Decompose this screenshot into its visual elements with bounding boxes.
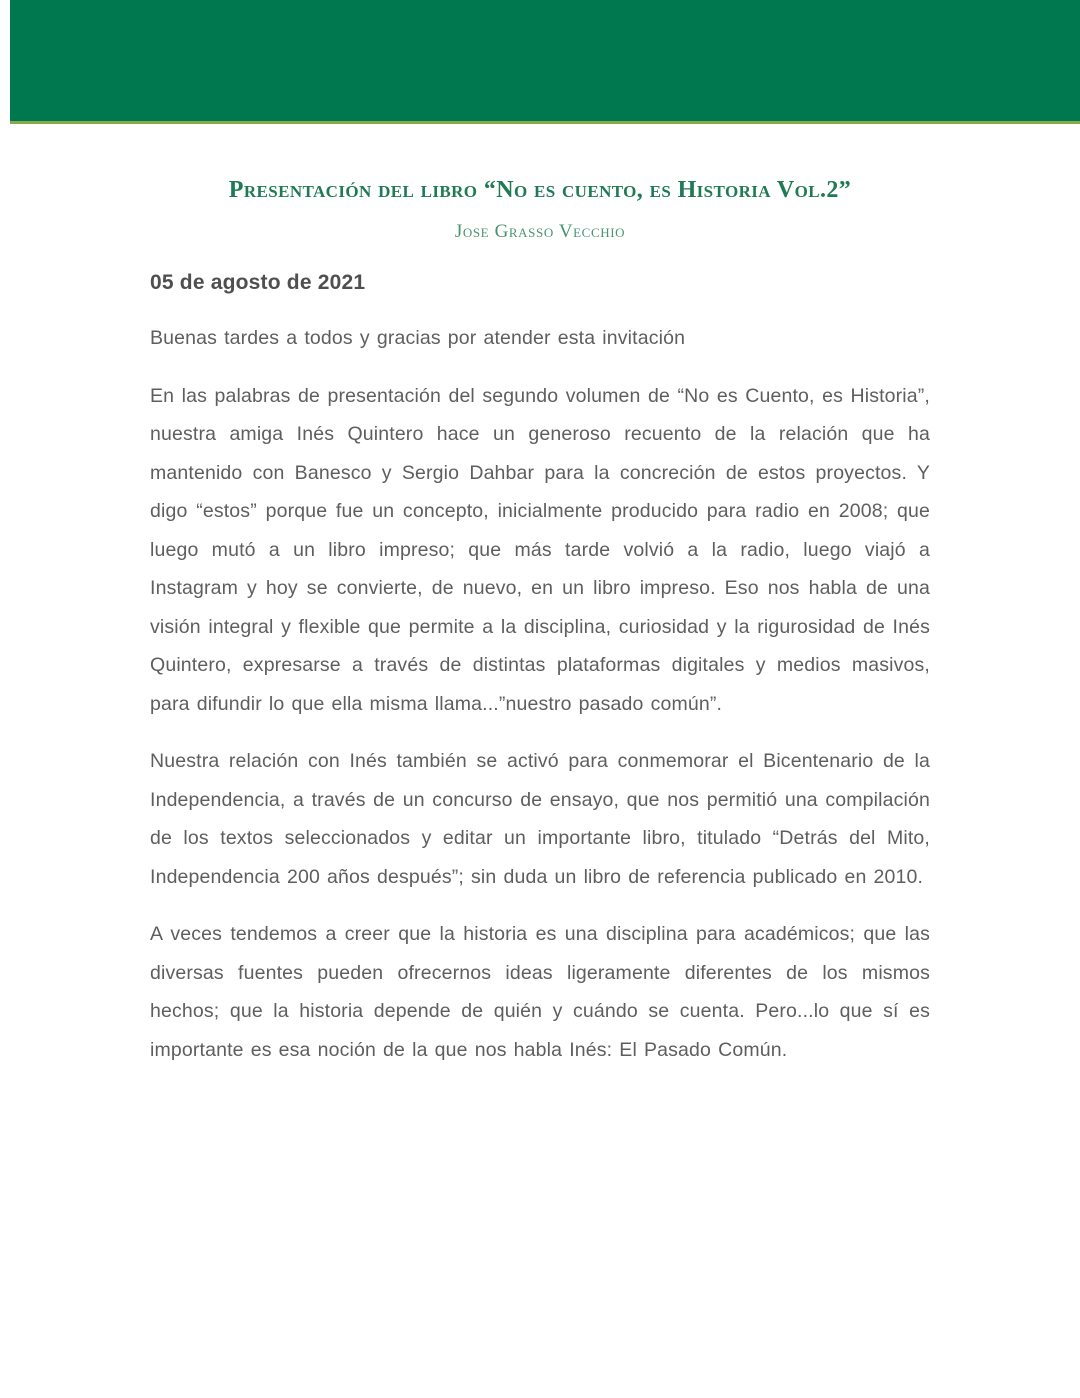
paragraph-greeting: Buenas tardes a todos y gracias por atender esta invitación <box>150 327 686 349</box>
paragraph-bicentenario: Nuestra relación con Inés también se activó para conmemorar el Bicentenario de la Independencia, a través de un concurso de ensayo, que nos permitió una compilación de los textos seleccionados y editar un importante libro, titulado “Detrás del Mito, Independencia 200 años después”; sin duda un libro de referencia publicado en 2010. <box>150 750 930 888</box>
document-author: Jose Grasso Vecchio <box>454 221 626 242</box>
paragraph-presentation: En las palabras de presentación del segundo volumen de “No es Cuento, es Historia”, nuestra amiga Inés Quintero hace un generoso recuento de la relación que ha mantenido con Banesco y Sergio Dahbar para la concreción de estos proyectos. Y digo “estos” porque fue un concepto, inicialmente producido para radio en 2008; que luego mutó a un libro impreso; que más tarde volvió a la radio, luego viajó a Instagram y hoy se convierte, de nuevo, en un libro impreso. Eso nos habla de una visión integral y flexible que permite a la disciplina, curiosidad y la rigurosidad de Inés Quintero, expresarse a través de distintas plataformas digitales y medios masivos, para difundir lo que ella misma llama...”nuestro pasado común”. <box>150 384 930 715</box>
paragraph-pasado-comun: A veces tendemos a creer que la historia es una disciplina para académicos; que las diversas fuentes pueden ofrecernos ideas ligeramente diferentes de los mismos hechos; que la historia depende de quién y cuándo se cuenta. Pero...lo que sí es importante es esa noción de la que nos habla Inés: El Pasado Común. <box>150 923 930 1061</box>
header-green-band <box>10 0 1080 124</box>
document-title: Presentación del libro “No es cuento, es Historia Vol.2” <box>228 177 852 203</box>
document-content <box>150 176 930 1069</box>
document-date: 05 de agosto de 2021 <box>150 271 366 294</box>
